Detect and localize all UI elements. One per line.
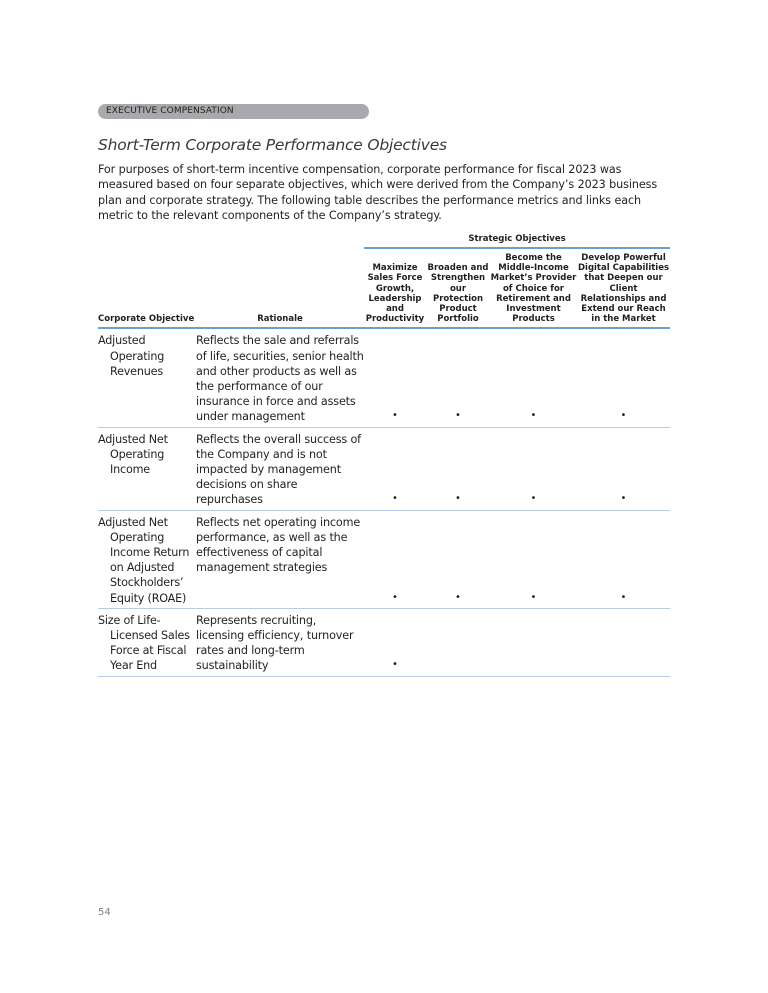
bullet-mark: •	[364, 510, 426, 608]
intro-paragraph: For purposes of short-term incentive compensation, corporate performance for fiscal 2023 was measured based on four separate objectives, which were derived from the Company’s 2023 business plan and corporate strategy. The following table describes the performance metrics and links each metric to the relevant components of the Company’s strategy.	[98, 163, 658, 223]
col-header-corporate-objective: Corporate Objective	[98, 248, 196, 328]
col-header-protection-portfolio: Broaden and Strengthen our Protection Product Portfolio	[426, 248, 490, 328]
table-row	[98, 427, 670, 510]
spacer	[98, 234, 196, 248]
bullet-mark: •	[426, 427, 490, 510]
rationale-cell: Reflects the overall success of the Company and is not impacted by management decisions on share repurchases	[196, 427, 364, 510]
objective-cell: Adjusted Net Operating Income	[98, 427, 196, 510]
bullet-mark	[426, 608, 490, 676]
performance-objectives-table	[98, 234, 670, 677]
objective-cell: Adjusted Net Operating Income Return on Adjusted Stockholders’ Equity (ROAE)	[98, 510, 196, 608]
group-header-row	[98, 234, 670, 248]
bullet-mark	[490, 608, 577, 676]
objective-cell: Adjusted Operating Revenues	[98, 328, 196, 427]
page-title: Short-Term Corporate Performance Objectives	[98, 136, 447, 154]
bullet-mark: •	[577, 510, 670, 608]
bullet-mark: •	[426, 510, 490, 608]
bullet-mark: •	[577, 427, 670, 510]
col-header-middle-income-market: Become the Middle-Income Market’s Provider of Choice for Retirement and Investment Products	[490, 248, 577, 328]
rationale-cell: Reflects net operating income performance, as well as the effectiveness of capital management strategies	[196, 510, 364, 608]
rationale-cell: Reflects the sale and referrals of life, securities, senior health and other products as well as the performance of our insurance in force and assets under management	[196, 328, 364, 427]
bullet-mark: •	[364, 427, 426, 510]
page-number: 54	[98, 907, 111, 918]
bullet-mark: •	[490, 328, 577, 427]
bullet-mark: •	[426, 328, 490, 427]
rationale-cell: Represents recruiting, licensing efficiency, turnover rates and long-term sustainability	[196, 608, 364, 676]
performance-objectives-table-container	[98, 234, 670, 677]
col-header-rationale: Rationale	[196, 248, 364, 328]
column-header-row	[98, 248, 670, 328]
table-row	[98, 608, 670, 676]
bullet-mark: •	[490, 427, 577, 510]
table-row	[98, 510, 670, 608]
bullet-mark: •	[577, 328, 670, 427]
col-header-digital-capabilities: Develop Powerful Digital Capabilities that Deepen our Client Relationships and Extend our Reach in the Market	[577, 248, 670, 328]
bullet-mark: •	[490, 510, 577, 608]
objective-cell: Size of Life-Licensed Sales Force at Fiscal Year End	[98, 608, 196, 676]
spacer	[196, 234, 364, 248]
table-row	[98, 328, 670, 427]
section-badge: EXECUTIVE COMPENSATION	[98, 104, 369, 119]
strategic-objectives-header: Strategic Objectives	[364, 234, 670, 248]
bullet-mark: •	[364, 608, 426, 676]
bullet-mark: •	[364, 328, 426, 427]
bullet-mark	[577, 608, 670, 676]
col-header-sales-force: Maximize Sales Force Growth, Leadership and Productivity	[364, 248, 426, 328]
